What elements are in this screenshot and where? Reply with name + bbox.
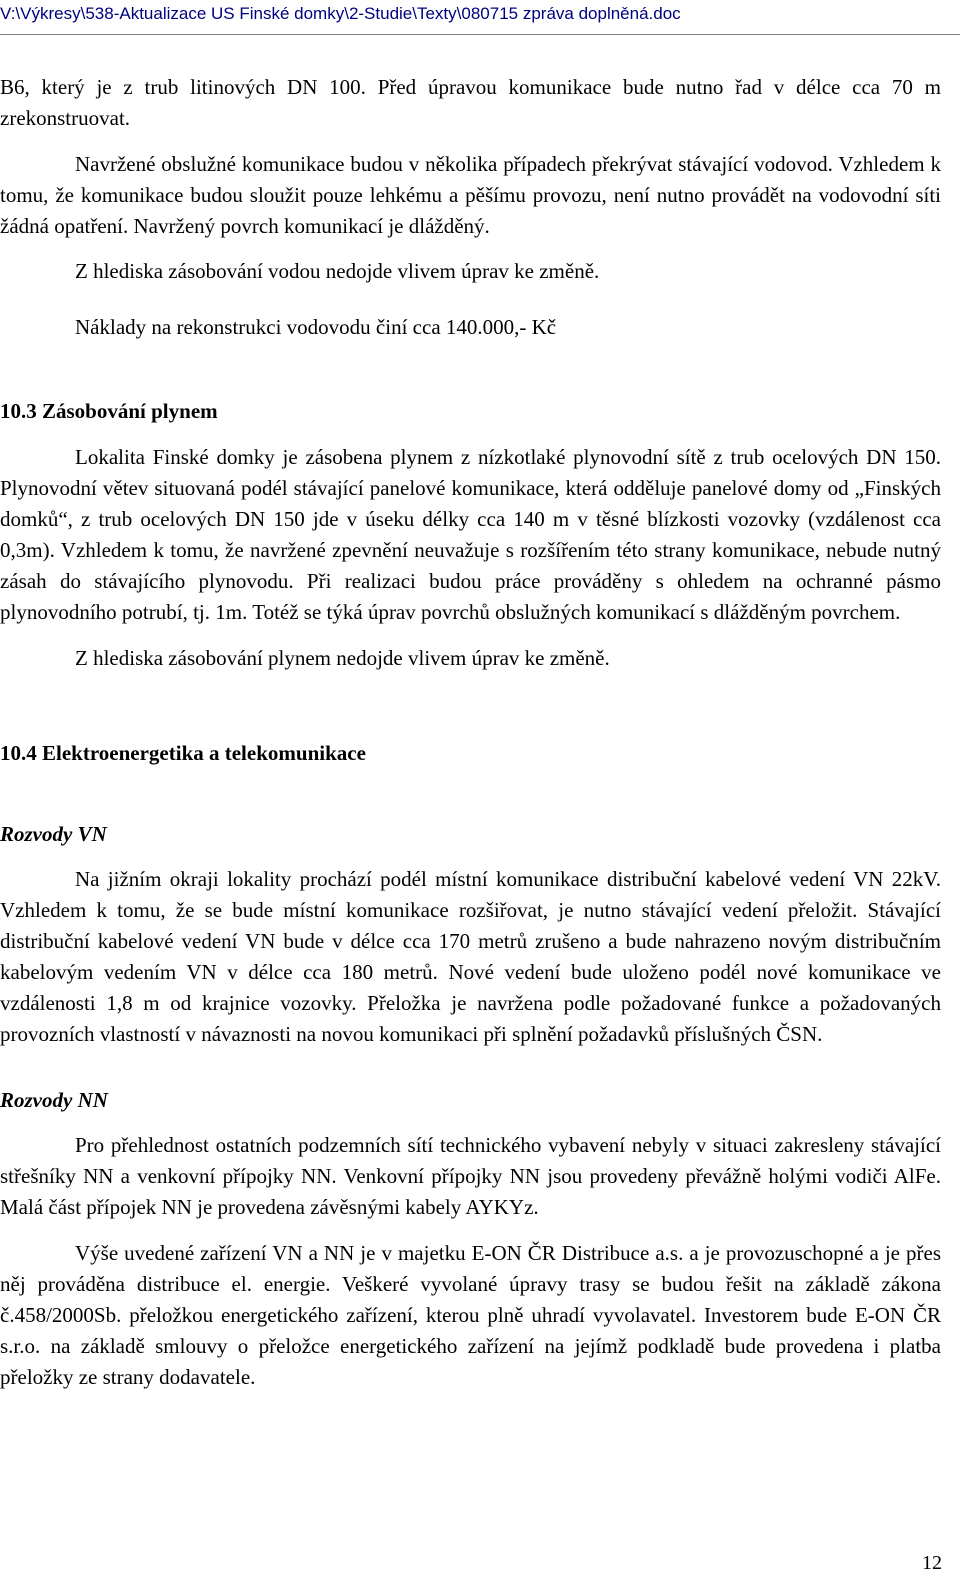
subheading-nn: Rozvody NN xyxy=(0,1088,108,1112)
document-path-header: V:\Výkresy\538-Aktualizace US Finské domky\2-Studie\Texty\080715 zpráva doplněná.doc xyxy=(0,4,681,23)
paragraph-ownership: Výše uvedené zařízení VN a NN je v majetku E-ON ČR Distribuce a.s. a je provozuschopné a je přes něj prováděna distribuce el. energie. Veškeré vyvolané úpravy trasy se budou řešit na základě zákona č.458/2000Sb. přeložkou energetického zařízení, kterou plně uhradí vyvolavatel. Investorem bude E-ON ČR s.r.o. na základě smlouvy o přeložce energetického zařízení na jejímž podkladě bude provedena i platba přeložky ze strany dodavatele. xyxy=(0,1241,941,1389)
paragraph-vn-lines: Na jižním okraji lokality prochází podél místní komunikace distribuční kabelové vedení VN 22kV. Vzhledem k tomu, že se bude místní komunikace rozšiřovat, je nutno stávající vedení přeložit. Stávající distribuční kabelové vedení VN bude v délce cca 170 metrů zrušeno a bude nahrazeno novým distribučním kabelovým vedením VN v délce cca 180 metrů. Nové vedení bude uloženo podél nové komunikace ve vzdálenosti 1,8 m od krajnice vozovky. Přeložka je navržena podle požadované funkce a požadovaných provozních vlastností v návaznosti na novou komunikaci při splnění požadavků příslušných ČSN. xyxy=(0,867,941,1046)
paragraph-water-roads: Navržené obslužné komunikace budou v několika případech překrývat stávající vodovod. Vzhledem k tomu, že komunikace budou sloužit pouze lehkému a pěšímu provozu, není nutno provádět na vodovodní síti žádná opatření. Navržený povrch komunikací je dlážděný. xyxy=(0,152,941,238)
paragraph-nn-lines: Pro přehlednost ostatních podzemních sítí technického vybavení nebyly v situaci zakresleny stávající střešníky NN a venkovní přípojky NN. Venkovní přípojky NN jsou provedeny převážně holými vodiči AlFe. Malá část přípojek NN je provedena závěsnými kabely AYKYz. xyxy=(0,1133,941,1219)
paragraph-gas-conclusion: Z hlediska zásobování plynem nedojde vlivem úprav ke změně. xyxy=(75,646,610,670)
paragraph-water-conclusion: Z hlediska zásobování vodou nedojde vlivem úprav ke změně. xyxy=(75,259,600,283)
section-heading-power: 10.4 Elektroenergetika a telekomunikace xyxy=(0,741,366,765)
paragraph-water-pipe: B6, který je z trub litinových DN 100. Před úpravou komunikace bude nutno řad v délce cca 70 m zrekonstruovat. xyxy=(0,75,941,130)
paragraph-water-costs: Náklady na rekonstrukci vodovodu činí cca 140.000,- Kč xyxy=(75,315,557,339)
section-heading-gas: 10.3 Zásobování plynem xyxy=(0,399,218,423)
paragraph-gas-supply: Lokalita Finské domky je zásobena plynem z nízkotlaké plynovodní sítě z trub ocelových DN 150. Plynovodní větev situovaná podél stávající panelové komunikace, která odděluje panelové domy od „Finských domků“, z trub ocelových DN 150 jde v úseku délky cca 140 m v těsné blízkosti vozovky (vzdálenost cca 0,3m). Vzhledem k tomu, že navržené zpevnění neuvažuje s rozšířením této strany komunikace, nebude nutný zásah do stávajícího plynovodu. Při realizaci budou práce prováděny s ohledem na ochranné pásmo plynovodního potrubí, tj. 1m. Totéž se týká úprav povrchů obslužných komunikací s dlážděným povrchem. xyxy=(0,445,941,624)
document-body xyxy=(0,72,941,1393)
subheading-vn: Rozvody VN xyxy=(0,822,107,846)
header-divider xyxy=(0,34,960,35)
page-number: 12 xyxy=(922,1552,942,1574)
